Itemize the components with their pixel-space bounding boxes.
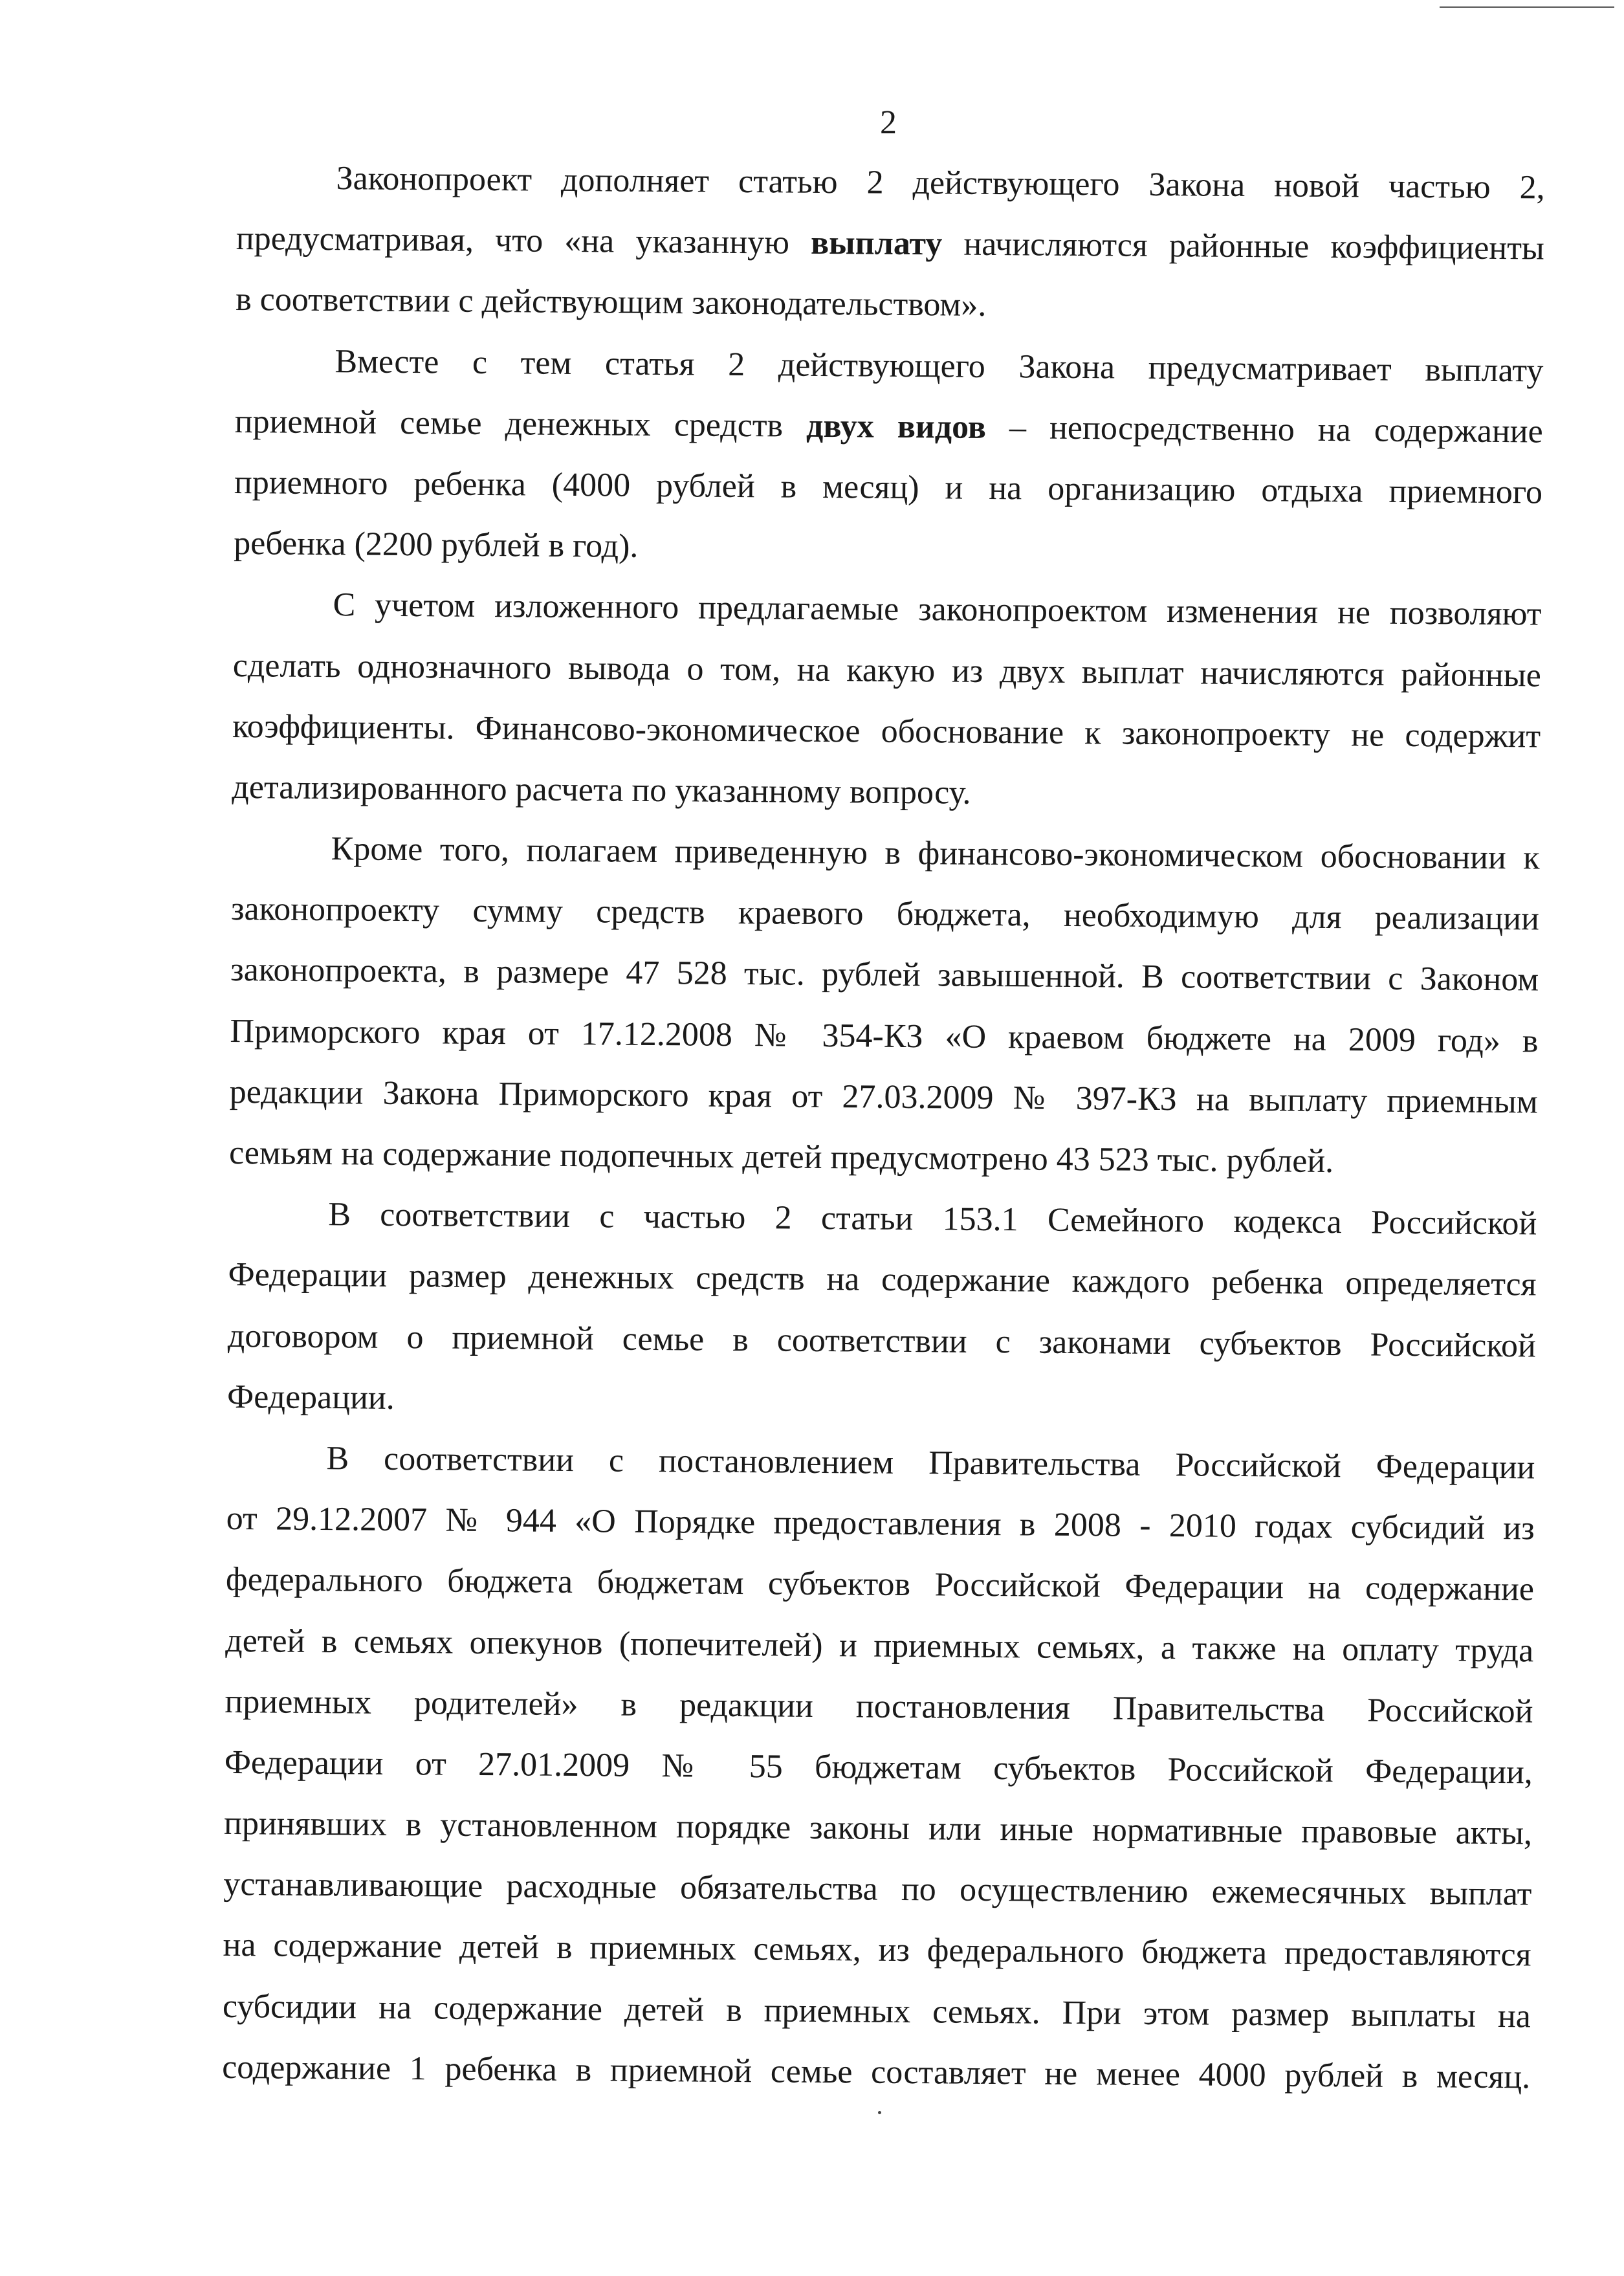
- line-text: законопроекту сумму средств краевого бюджета, необходимую для реализации: [230, 890, 1540, 938]
- bold-emphasis: выплату: [810, 225, 943, 263]
- text-line: [231, 879, 1540, 950]
- line-text: Федерации размер денежных средств на содержание каждого ребенка определяется: [228, 1256, 1537, 1303]
- document-body: [222, 148, 1545, 2108]
- line-text: коэффициенты. Финансово-экономическое обоснование к законопроекту не содержит: [232, 707, 1541, 755]
- line-text: на содержание детей в приемных семьях, из федерального бюджета предоставляются: [223, 1927, 1531, 1974]
- paragraph: [232, 574, 1542, 828]
- line-text: ребенка (2200 рублей в год).: [234, 525, 639, 565]
- text-line: [228, 1306, 1537, 1377]
- bold-emphasis: двух видов: [806, 407, 987, 446]
- line-text: приемного ребенка (4000 рублей в месяц) и на организацию отдыха приемного: [234, 463, 1543, 511]
- text-line: [236, 148, 1545, 219]
- line-text: детализированного расчета по указанному вопросу.: [232, 768, 971, 812]
- text-line: [230, 940, 1539, 1011]
- text-line: [226, 1549, 1535, 1620]
- text-line: [232, 696, 1541, 768]
- text-line: [236, 269, 1544, 340]
- line-text: принявших в установленном порядке законы или иные нормативные правовые акты,: [223, 1804, 1533, 1852]
- line-text: договором о приемной семье в соответствии с законами субъектов Российской: [227, 1317, 1537, 1365]
- line-text: – непосредственно на содержание: [985, 408, 1543, 450]
- text-line: [234, 392, 1543, 463]
- paragraph: [229, 818, 1540, 1194]
- line-text: устанавливающие расходные обязательства по осуществлению ежемесячных выплат: [223, 1866, 1532, 1913]
- line-text: субсидии на содержание детей в приемных семьях. При этом размер выплаты на: [222, 1987, 1531, 2035]
- text-line: [230, 1001, 1539, 1072]
- text-line: [227, 1367, 1536, 1438]
- line-text: Вместе с тем статья 2 действующего Закона предусматривает выплату: [335, 342, 1544, 390]
- line-text: от 29.12.2007 № 944 «О Порядке предоставления в 2008 - 2010 годах субсидий из: [226, 1500, 1535, 1547]
- line-text: Законопроект дополняет статью 2 действующего Закона новой частью 2,: [336, 160, 1545, 206]
- text-line: [226, 1488, 1535, 1560]
- line-text: содержание 1 ребенка в приемной семье составляет не менее 4000 рублей в месяц.: [222, 2048, 1531, 2096]
- line-text: приемных родителей» в редакции постановления Правительства Российской: [225, 1683, 1533, 1730]
- scan-speck: [878, 2111, 881, 2114]
- line-text: В соответствии с частью 2 статьи 153.1 Семейного кодекса Российской: [328, 1196, 1537, 1243]
- text-line: [223, 1976, 1531, 2048]
- text-line: [224, 1732, 1533, 1804]
- line-text: предусматривая, что «на указанную: [236, 220, 811, 262]
- line-text: Кроме того, полагаем приведенную в финансово-экономическом обосновании к: [331, 830, 1540, 877]
- text-line: [232, 635, 1541, 706]
- text-line: [235, 331, 1544, 402]
- text-line: [234, 513, 1542, 584]
- line-text: детей в семьях опекунов (попечителей) и приемных семьях, а также на оплату труда: [225, 1622, 1534, 1669]
- text-line: [229, 1062, 1538, 1133]
- line-text: Федерации.: [226, 1378, 395, 1417]
- line-text: семьям на содержание подопечных детей предусмотрено 43 523 тыс. рублей.: [228, 1134, 1334, 1180]
- text-line: [229, 1123, 1538, 1194]
- text-line: [228, 1184, 1537, 1255]
- paragraph: [234, 331, 1544, 584]
- text-line: [225, 1672, 1533, 1743]
- text-line: [231, 818, 1540, 889]
- line-text: законопроекта, в размере 47 528 тыс. рублей завышенной. В соответствии с Законом: [230, 951, 1539, 999]
- text-line: [224, 1793, 1533, 1864]
- line-text: Федерации от 27.01.2009 № 55 бюджетам субъектов Российской Федерации,: [224, 1743, 1533, 1791]
- scan-edge-rule: [1440, 6, 1614, 8]
- line-text: Приморского края от 17.12.2008 № 354-КЗ «О краевом бюджете на 2009 год» в: [230, 1012, 1539, 1060]
- line-text: в соответствии с действующим законодательством».: [235, 281, 987, 324]
- line-text: сделать однозначного вывода о том, на какую из двух выплат начисляются районные: [232, 646, 1542, 694]
- line-text: федерального бюджета бюджетам субъектов Российской Федерации на содержание: [225, 1561, 1535, 1608]
- text-line: [228, 1244, 1537, 1316]
- line-text: приемной семье денежных средств: [234, 403, 807, 445]
- paragraph: [227, 1184, 1537, 1437]
- text-line: [222, 2037, 1531, 2108]
- page-number: 2: [880, 104, 897, 141]
- paragraph: [222, 1428, 1535, 2108]
- text-line: [223, 1915, 1531, 1986]
- line-text: редакции Закона Приморского края от 27.03.2009 № 397-КЗ на выплату приемным: [229, 1073, 1538, 1121]
- line-text: начисляются районные коэффициенты: [942, 225, 1545, 267]
- text-line: [232, 757, 1541, 828]
- text-line: [236, 208, 1545, 280]
- paragraph: [236, 148, 1545, 340]
- text-line: [223, 1854, 1532, 1925]
- text-line: [233, 574, 1542, 645]
- text-line: [225, 1610, 1534, 1681]
- text-line: [234, 452, 1543, 524]
- text-line: [226, 1428, 1535, 1499]
- line-text: С учетом изложенного предлагаемые законопроектом изменения не позволяют: [333, 586, 1542, 633]
- line-text: В соответствии с постановлением Правительства Российской Федерации: [326, 1440, 1535, 1486]
